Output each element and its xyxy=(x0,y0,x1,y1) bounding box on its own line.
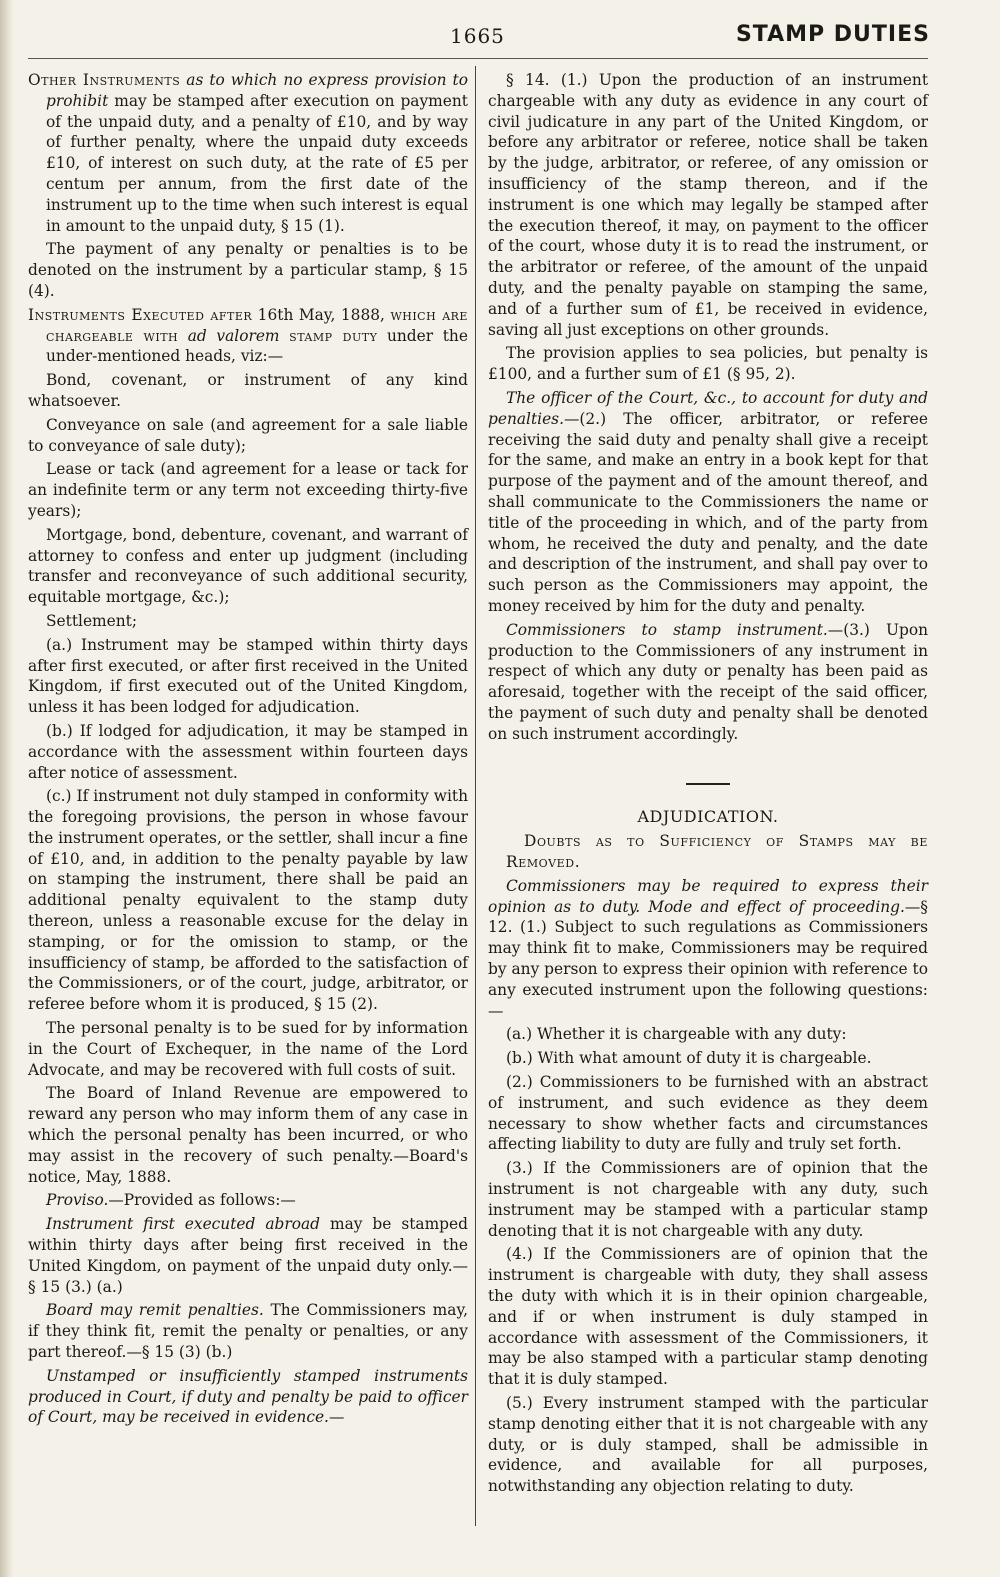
paragraph: Unstamped or insufficiently stamped instruments produced in Court, if duty and penalty be paid to officer of Court, may be received in evidence.— xyxy=(28,1366,468,1427)
paragraph: Other Instruments as to which no express provision to prohibit may be stamped after execution on payment of the unpaid duty, and a penalty of £10, and by way of further penalty, where the unpaid duty exceeds £10, of interest on such duty, at the rate of £5 per centum per annum, from the first date of the instrument up to the time when such interest is equal in amount to the unpaid duty, § 15 (1). xyxy=(28,71,468,235)
paragraph: (5.) Every instrument stamped with the particular stamp denoting either that it is not chargeable with any duty, or is duly stamped, shall be admissible in evidence, and available for all purposes, notwithstanding any objection relating to duty. xyxy=(488,1394,928,1496)
header-rule xyxy=(28,58,928,59)
page-header xyxy=(30,22,930,56)
paragraph: Lease or tack (and agreement for a lease or tack for an indefinite term or any term not exceeding thirty-five years); xyxy=(28,460,468,520)
paragraph: (4.) If the Commissioners are of opinion that the instrument is chargeable with duty, they shall assess the duty with which it is in their opinion chargeable, and if or when instrument is duly stamped in accordance with assessment of the Commissioners, it may be also stamped with a particular stamp denoting that it is duly stamped. xyxy=(488,1245,928,1389)
paragraph: Instrument first executed abroad may be stamped within thirty days after being first received in the United Kingdom, on payment of the unpaid duty only.—§ 15 (3.) (a.) xyxy=(28,1215,468,1296)
paragraph: Proviso.—Provided as follows:— xyxy=(46,1191,296,1210)
paragraph: Conveyance on sale (and agreement for a sale liable to conveyance of sale duty); xyxy=(28,415,468,455)
paragraph: Commissioners to stamp instrument.—(3.) Upon production to the Commissioners of any instrument in respect of which any duty or penalty has been paid as aforesaid, together with the receipt of the said officer, the payment of such duty and penalty shall be denoted on such instrument accordingly. xyxy=(488,620,928,743)
paragraph: (a.) Whether it is chargeable with any duty: xyxy=(506,1025,847,1044)
section-separator-rule xyxy=(686,783,730,785)
paragraph: (b.) If lodged for adjudication, it may be stamped in accordance with the assessment within fourteen days after notice of assessment. xyxy=(28,721,468,782)
paragraph: The Board of Inland Revenue are empowered to reward any person who may inform them of any case in which the personal penalty has been incurred, or who may assist in the recovery of such penalty.—Board's notice, May, 1888. xyxy=(28,1084,468,1186)
sub-heading: Doubts as to Sufficiency of Stamps may be Removed. xyxy=(506,832,928,872)
paragraph: (2.) Commissioners to be furnished with an abstract of instrument, and such evidence as they deem necessary to show whether facts and circumstances affecting liability to duty are fully and truly set forth. xyxy=(488,1073,928,1154)
right-column xyxy=(488,70,928,1500)
paragraph: (a.) Instrument may be stamped within thirty days after first executed, or after first received in the United Kingdom, if first executed out of the United Kingdom, unless it has been lodged for adjudication. xyxy=(28,635,468,717)
paragraph: Settlement; xyxy=(46,611,138,630)
running-head: STAMP DUTIES xyxy=(735,22,930,47)
paragraph: The officer of the Court, &c., to account for duty and penalties.—(2.) The officer, arbitrator, or referee receiving the said duty and penalty shall give a receipt for the same, and make an entry in a book kept for that purpose of the payment and of the amount thereof, and shall communicate to the Commissioners the name or title of the proceeding in which, and of the party from whom, he received the duty and penalty, and the date and description of the instrument, and shall pay over to such person as the Commissioners may appoint, the money received by him for the duty and penalty. xyxy=(488,388,928,615)
column-divider xyxy=(475,66,476,1526)
paragraph: Bond, covenant, or instrument of any kind whatsoever. xyxy=(28,371,468,410)
paragraph: Mortgage, bond, debenture, covenant, and warrant of attorney to confess and enter up judgment (including transfer and reconveyance of such additional security, equitable mortgage, &c.); xyxy=(28,525,468,607)
paragraph: (b.) With what amount of duty it is chargeable. xyxy=(506,1049,872,1068)
paragraph: The payment of any penalty or penalties is to be denoted on the instrument by a particular stamp, § 15 (4). xyxy=(28,240,468,300)
paragraph: (c.) If instrument not duly stamped in conformity with the foregoing provisions, the person in whose favour the instrument operates, or the settler, shall incur a fine of £10, and, in addition to the penalty payable by law on stamping the instrument, there shall be paid an additional penalty equivalent to the stamp duty thereon, unless a reasonable excuse for the delay in stamping, or for the omission to stamp, or the insufficiency of stamp, be afforded to the satisfaction of the Commissioners, or of the court, judge, arbitrator, or referee before whom it is produced, § 15 (2). xyxy=(28,787,468,1014)
paragraph: The provision applies to sea policies, but penalty is £100, and a further sum of £1 (§ 95, 2). xyxy=(488,344,928,384)
paragraph: (3.) If the Commissioners are of opinion that the instrument is not chargeable with any duty, such instrument may be stamped with a particular stamp denoting that it is not chargeable with any duty. xyxy=(488,1159,928,1240)
paragraph: Board may remit penalties. The Commissioners may, if they think fit, remit the penalty or penalties, or any part thereof.—§ 15 (3) (b.) xyxy=(28,1301,468,1362)
paragraph: The personal penalty is to be sued for by information in the Court of Exchequer, in the name of the Lord Advocate, and may be recovered with full costs of suit. xyxy=(28,1019,468,1079)
paragraph: § 14. (1.) Upon the production of an instrument chargeable with any duty as evidence in any court of civil judicature in any part of the United Kingdom, or before any arbitrator or referee, notice shall be taken by the judge, arbitrator, or referee, of any omission or insufficiency of the stamp thereon, and if the instrument is one which may legally be stamped after the execution thereof, it may, on payment to the officer of the court, whose duty it is to read the instrument, or the arbitrator or referee, of the amount of the unpaid duty, and the penalty payable on stamping the same, and of a further sum of £1, be received in evidence, saving all just exceptions on other grounds. xyxy=(488,71,928,339)
page-binding-shadow xyxy=(0,0,14,1577)
left-column xyxy=(28,70,468,1431)
paragraph: Commissioners may be required to express their opinion as to duty. Mode and effect of proceeding.—§ 12. (1.) Subject to such regulations as Commissioners may think fit to make, Commissioners may be required by any person to express their opinion with reference to any executed instrument upon the following questions:— xyxy=(488,876,928,1020)
section-title: ADJUDICATION. xyxy=(637,806,779,826)
page-number: 1665 xyxy=(450,24,505,48)
paragraph: Instruments Executed after 16th May, 1888, which are chargeable with ad valorem stamp duty under the under-mentioned heads, viz:— xyxy=(28,305,468,366)
